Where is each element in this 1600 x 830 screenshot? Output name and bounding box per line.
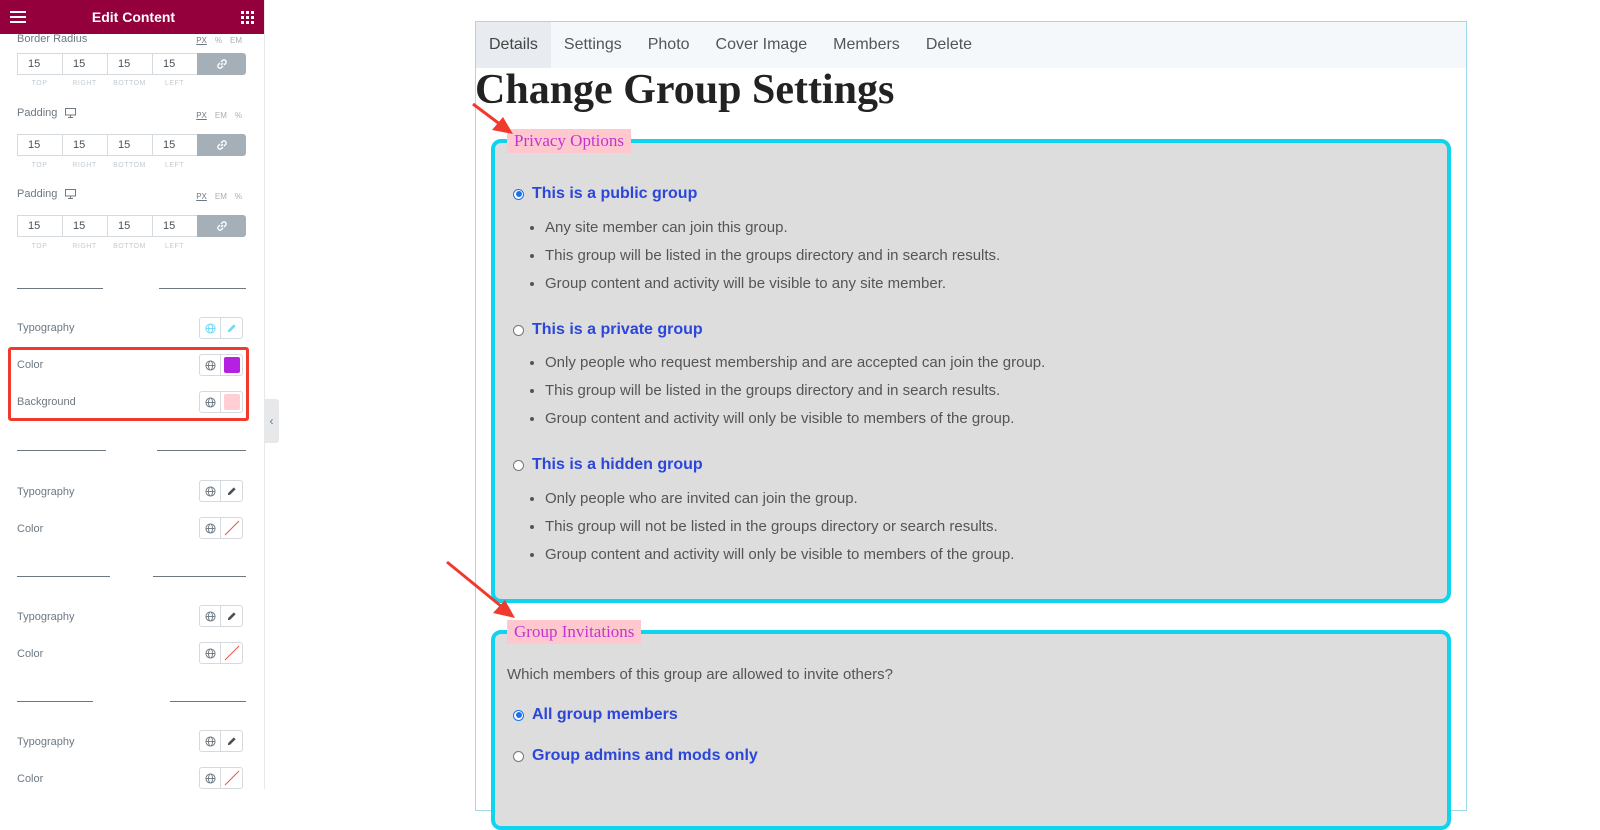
typography-label: Typography <box>17 486 75 498</box>
unit-em[interactable]: EM <box>230 36 242 45</box>
border-radius-right-input[interactable]: 15 <box>62 53 107 75</box>
list-item: • Only people who are invited can join the group. <box>545 485 1014 513</box>
public-group-label[interactable]: This is a public group <box>532 185 698 202</box>
privacy-options-legend: Privacy Options <box>507 129 631 153</box>
border-radius-top-input[interactable]: 15 <box>17 53 62 75</box>
private-group-label[interactable]: This is a private group <box>532 321 703 338</box>
border-radius-left-input[interactable]: 15 <box>152 53 197 75</box>
padding-right-input[interactable]: 15 <box>62 134 107 156</box>
list-item: • Any site member can join this group. <box>545 214 1000 242</box>
typography-label: Typography <box>17 736 75 748</box>
color-label: Color <box>17 359 44 371</box>
padding-bottom-input[interactable]: 15 <box>107 215 152 237</box>
padding-sublabels: TOP RIGHT BOTTOM LEFT <box>31 243 185 250</box>
background-label: Background <box>17 396 76 408</box>
tab-members[interactable]: Members <box>833 36 900 53</box>
tab-delete[interactable]: Delete <box>925 36 973 53</box>
unit-px[interactable]: PX <box>196 111 207 120</box>
unit-px[interactable]: PX <box>196 192 207 201</box>
color-label: Color <box>17 523 44 535</box>
border-radius-label: Border Radius <box>17 33 88 45</box>
page-title: Change Group Settings <box>475 67 895 113</box>
tab-photo[interactable]: Photo <box>647 36 690 53</box>
unit-px[interactable]: PX <box>196 36 207 45</box>
padding-top-input[interactable]: 15 <box>17 215 62 237</box>
sidebar-title: Edit Content <box>91 9 176 25</box>
padding-label: Padding <box>17 188 76 200</box>
list-item: • This group will be listed in the groups directory and in search results. <box>545 377 1045 405</box>
unit-percent[interactable]: % <box>234 111 242 120</box>
unit-percent[interactable]: % <box>214 36 222 45</box>
arrow-icon <box>447 562 515 618</box>
border-radius-sublabels: TOP RIGHT BOTTOM LEFT <box>31 80 185 87</box>
unit-em[interactable]: EM <box>214 192 227 201</box>
border-radius-bottom-input[interactable]: 15 <box>107 53 152 75</box>
list-item: • This group will be listed in the groups directory and in search results. <box>545 242 1000 270</box>
padding-label: Padding <box>17 107 76 119</box>
list-item: • Group content and activity will only be visible to members of the group. <box>545 541 1014 569</box>
padding-left-input[interactable]: 15 <box>152 215 197 237</box>
padding-left-input[interactable]: 15 <box>152 134 197 156</box>
color-label: Color <box>17 648 44 660</box>
chevron-left-icon: ‹ <box>269 414 274 428</box>
list-item: • Group content and activity will only be visible to members of the group. <box>545 405 1045 433</box>
typography-label: Typography <box>17 322 75 334</box>
padding-top-input[interactable]: 15 <box>17 134 62 156</box>
color-label: Color <box>17 773 44 785</box>
list-item: • This group will not be listed in the groups directory or search results. <box>545 513 1014 541</box>
arrow-icon <box>473 104 513 134</box>
list-item: • Only people who request membership and are accepted can join the group. <box>545 349 1045 377</box>
all-members-label[interactable]: All group members <box>532 706 678 723</box>
padding-bottom-input[interactable]: 15 <box>107 134 152 156</box>
hidden-group-label[interactable]: This is a hidden group <box>532 456 703 473</box>
tab-settings[interactable]: Settings <box>563 36 622 53</box>
tab-cover-image[interactable]: Cover Image <box>715 36 808 53</box>
padding-right-input[interactable]: 15 <box>62 215 107 237</box>
padding-sublabels: TOP RIGHT BOTTOM LEFT <box>31 162 185 169</box>
admins-mods-label[interactable]: Group admins and mods only <box>532 747 758 764</box>
typography-label: Typography <box>17 611 75 623</box>
unit-percent[interactable]: % <box>234 192 242 201</box>
unit-em[interactable]: EM <box>214 111 227 120</box>
group-invitations-legend: Group Invitations <box>507 620 641 644</box>
tab-details[interactable]: Details <box>476 22 551 68</box>
list-item: • Group content and activity will be visible to any site member. <box>545 270 1000 298</box>
invitations-question: Which members of this group are allowed to invite others? <box>507 666 894 683</box>
